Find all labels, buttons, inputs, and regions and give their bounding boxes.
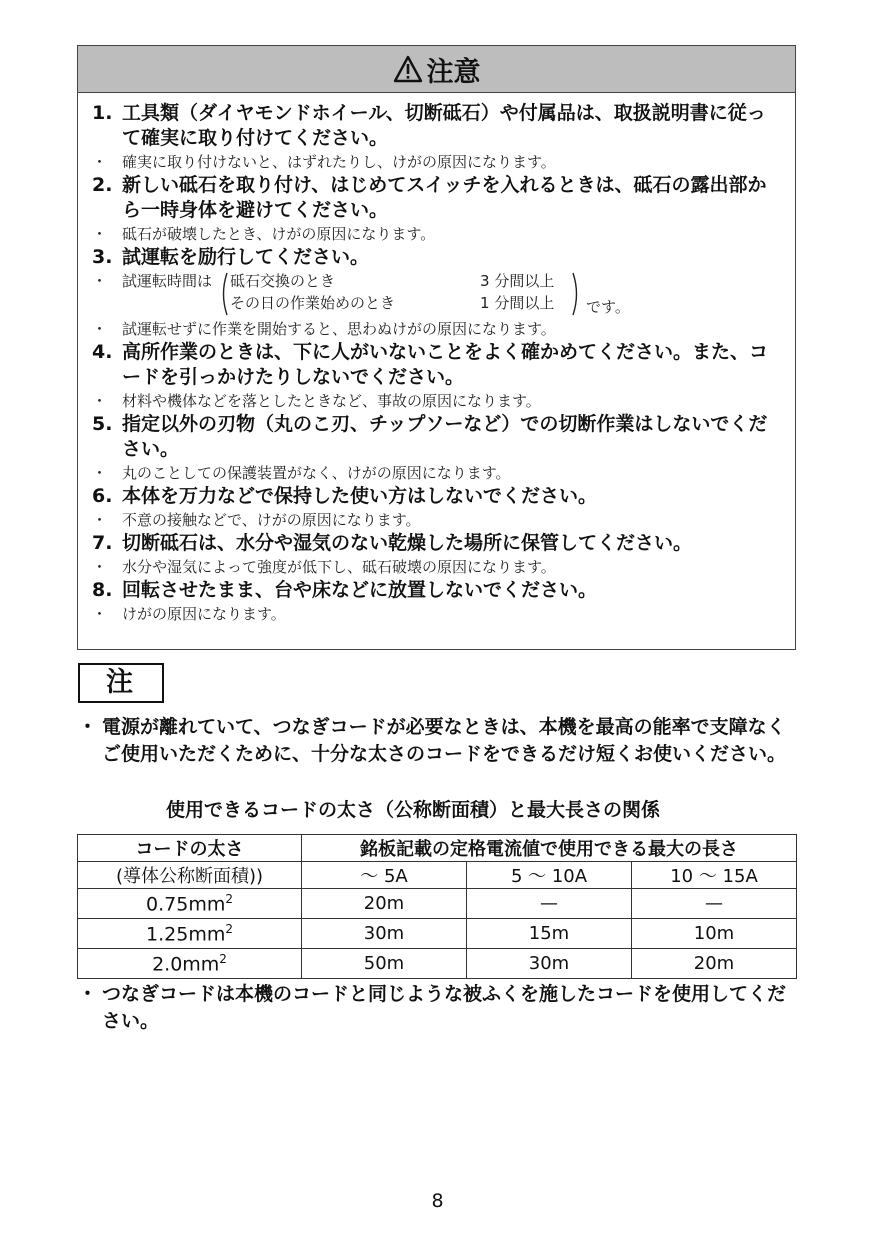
warning-triangle-icon bbox=[393, 55, 423, 83]
length-cell: 20m bbox=[632, 949, 797, 979]
caution-note-3: ・ 試運転せずに作業を開始すると、思わぬけがの原因になります。 bbox=[92, 320, 556, 338]
length-cell: 15m bbox=[467, 919, 632, 949]
cord-size-cell: $1.25mm^2$ bbox=[78, 919, 302, 949]
trial-row-2: その日の作業始めのとき 1 分間以上 bbox=[230, 294, 555, 312]
caution-item-3: 3. 試運転を励行してください。 bbox=[92, 246, 370, 268]
trial-run-times: ・ 試運転時間は 砥石交換のとき 3 分間以上 その日の作業始めのとき 1 分間以上 です。 bbox=[92, 272, 630, 316]
caution-body bbox=[78, 93, 795, 625]
column-header-1: 〜 5A bbox=[302, 862, 467, 889]
caution-note-1: ・ 確実に取り付けないと、はずれたりし、けがの原因になります。 bbox=[92, 153, 556, 171]
table-row bbox=[78, 889, 797, 919]
caution-item-7: 7. 切断砥石は、水分や湿気のない乾燥した場所に保管してください。 bbox=[92, 532, 693, 554]
cord-size-table bbox=[77, 834, 797, 979]
table-subheader-row bbox=[78, 862, 797, 889]
length-header-cell: 銘板記載の定格電流値で使用できる最大の長さ bbox=[302, 835, 797, 862]
caution-note-7: ・ 水分や湿気によって強度が低下し、砥石破壊の原因になります。 bbox=[92, 558, 556, 576]
caution-item-4: 4. 高所作業のときは、下に人がいないことをよく確かめてください。また、コードを引っかけたりしないでください。 bbox=[92, 341, 769, 388]
length-cell: — bbox=[467, 889, 632, 919]
size-header-cell-1: コードの太さ bbox=[78, 835, 302, 862]
table-row bbox=[78, 919, 797, 949]
trial-row-1: 砥石交換のとき 3 分間以上 bbox=[230, 272, 555, 290]
caution-note-5: ・ 丸のことしての保護装置がなく、けがの原因になります。 bbox=[92, 464, 511, 482]
length-cell: 50m bbox=[302, 949, 467, 979]
size-header-cell-2: (導体公称断面積)) bbox=[78, 862, 302, 889]
cord-size-cell: $2.0mm^2$ bbox=[78, 949, 302, 979]
note-bullet-cord-covering: ・ つなぎコードは本機のコードと同じような被ふくを施したコードを使用してください。 bbox=[78, 983, 787, 1032]
length-cell: 10m bbox=[632, 919, 797, 949]
page-number: 8 bbox=[431, 1190, 444, 1212]
caution-item-2: 2. 新しい砥石を取り付け、はじめてスイッチを入れるときは、砥石の露出部から一時身体を避けてください。 bbox=[92, 174, 767, 221]
table-row bbox=[78, 949, 797, 979]
length-cell: 20m bbox=[302, 889, 467, 919]
caution-item-5: 5. 指定以外の刃物（丸のこ刃、チップソーなど）での切断作業はしないでください。 bbox=[92, 413, 768, 460]
trial-run-tail: です。 bbox=[586, 298, 630, 316]
column-header-3: 10 〜 15A bbox=[632, 862, 797, 889]
length-cell: — bbox=[632, 889, 797, 919]
table-caption: 使用できるコードの太さ（公称断面積）と最大長さの関係 bbox=[166, 799, 661, 821]
length-cell: 30m bbox=[467, 949, 632, 979]
cord-size-cell: $0.75mm^2$ bbox=[78, 889, 302, 919]
right-paren-icon bbox=[570, 270, 582, 318]
caution-note-4: ・ 材料や機体などを落としたときなど、事故の原因になります。 bbox=[92, 392, 541, 410]
caution-item-1: 1. 工具類（ダイヤモンドホイール、切断砥石）や付属品は、取扱説明書に従って確実に取り付けてください。 bbox=[92, 102, 766, 149]
column-header-2: 5 〜 10A bbox=[467, 862, 632, 889]
left-paren-icon bbox=[218, 270, 230, 318]
table-header-row bbox=[78, 835, 797, 862]
trial-run-lead: 試運転時間は bbox=[122, 272, 213, 290]
caution-header bbox=[78, 46, 795, 93]
length-cell: 30m bbox=[302, 919, 467, 949]
caution-box bbox=[77, 45, 796, 650]
trial-run-rows bbox=[230, 270, 570, 318]
note-bullet-power-cord: ・ 電源が離れていて、つなぎコードが必要なときは、本機を最高の能率で支障なくご使用いただくために、十分な太さのコードをできるだけ短くお使いください。 bbox=[78, 716, 787, 765]
caution-item-8: 8. 回転させたまま、台や床などに放置しないでください。 bbox=[92, 579, 598, 601]
caution-item-6: 6. 本体を万力などで保持した使い方はしないでください。 bbox=[92, 485, 598, 507]
caution-note-8: ・ けがの原因になります。 bbox=[92, 605, 286, 623]
note-label: 注 bbox=[78, 663, 164, 703]
caution-note-6: ・ 不意の接触などで、けがの原因になります。 bbox=[92, 511, 421, 529]
caution-note-2: ・ 砥石が破壊したとき、けがの原因になります。 bbox=[92, 225, 436, 243]
caution-title: 注意 bbox=[426, 56, 481, 88]
